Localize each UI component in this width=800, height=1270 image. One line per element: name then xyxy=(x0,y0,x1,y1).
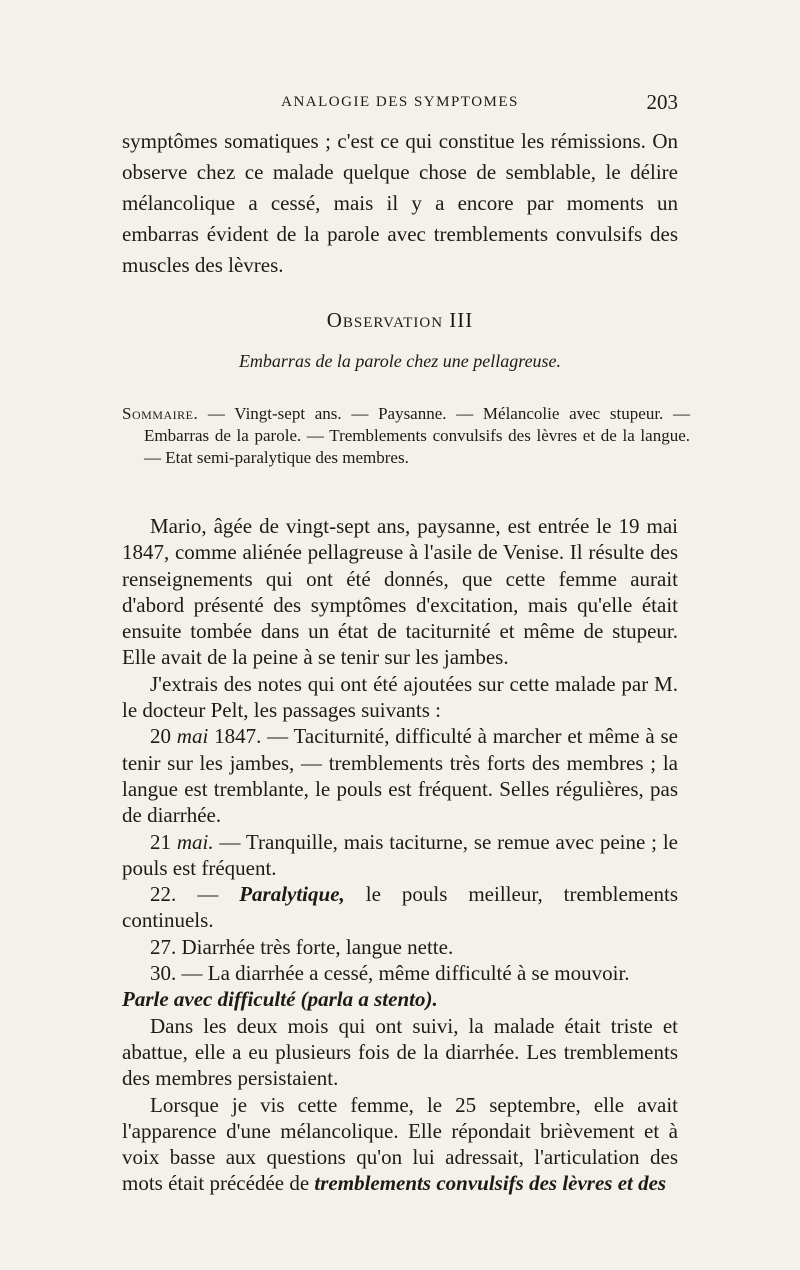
paragraph-22 xyxy=(122,881,678,934)
observation-subtitle: Embarras de la parole chez une pellagreuse. xyxy=(238,351,562,371)
september-text: Lorsque je vis cette femme, le 25 septembre, elle avait l'apparence d'une mélancolique. Elle répondait brièvement et à voix basse aux questions qu'on lui adressait, l'articulation des mots était précédée de xyxy=(122,1092,678,1196)
page-number: 203 xyxy=(646,90,678,114)
entry-date: mai xyxy=(176,724,209,749)
paragraph-may-20 xyxy=(122,723,678,828)
observation-title: Observation III xyxy=(326,308,474,332)
paragraph-notes-intro: J'extrais des notes qui ont été ajoutées sur cette malade par M. le docteur Pelt, les passages suivants : xyxy=(122,671,678,723)
case-body xyxy=(122,513,678,1197)
intro-paragraph: symptômes somatiques ; c'est ce qui constitue les rémissions. On observe chez ce malade quelque chose de semblable, le délire mélancolique a cessé, mais il y a encore par moments un embarras évident de la parole avec tremblements convulsifs des muscles des lèvres. xyxy=(122,129,678,277)
entry-number: 21 xyxy=(150,829,177,854)
paragraph-27: 27. Diarrhée très forte, langue nette. xyxy=(150,934,454,959)
entry-text: 1847. — Taciturnité, difficulté à marcher et même à se tenir sur les jambes, — tremblements très forts des membres ; la langue est tremblante, le pouls est fréquent. Selles régulières, pas de diarrhée. xyxy=(122,724,678,828)
september-emphasis: tremblements convulsifs des lèvres et des xyxy=(314,1171,667,1196)
entry-text: le pouls meilleur, tremblements continuels. xyxy=(122,882,678,933)
paragraph-30: 30. — La diarrhée a cessé, même difficulté à se mouvoir. xyxy=(150,961,630,986)
page-header xyxy=(122,90,678,118)
entry-emphasis: Paralytique, xyxy=(239,882,345,907)
entry-date: mai. xyxy=(176,829,214,854)
running-title: ANALOGIE DES SYMPTOMES xyxy=(281,94,519,110)
summary xyxy=(122,403,690,469)
paragraph-admission: Mario, âgée de vingt-sept ans, paysanne, est entrée le 19 mai 1847, comme aliénée pellagreuse à l'asile de Venise. Il résulte des renseignements qui ont été donnés, que cette femme aurait d'abord présenté des symptômes d'excitation, mais qu'elle était ensuite tombée dans un état de taciturnité et même de stupeur. Elle avait de la peine à se tenir sur les jambes. xyxy=(122,514,678,670)
paragraph-speech: Parle avec difficulté (parla a stento). xyxy=(122,987,438,1012)
paragraph-two-months: Dans les deux mois qui ont suivi, la malade était triste et abattue, elle a eu plusieurs fois de la diarrhée. Les tremblements des membres persistaient. xyxy=(122,1013,678,1091)
entry-number: 22. — xyxy=(150,882,240,907)
entry-text: — Tranquille, mais taciturne, se remue avec peine ; le pouls est fréquent. xyxy=(122,829,678,880)
summary-label: Sommaire. xyxy=(122,404,199,423)
paragraph-may-21 xyxy=(122,829,678,882)
paragraph-september xyxy=(122,1092,678,1197)
entry-number: 20 xyxy=(150,724,177,749)
summary-text: — Vingt-sept ans. — Paysanne. — Mélancolie avec stupeur. — Embarras de la parole. — Tremblements convulsifs des lèvres et de la langue. — Etat semi-paralytique des membres. xyxy=(144,404,690,467)
